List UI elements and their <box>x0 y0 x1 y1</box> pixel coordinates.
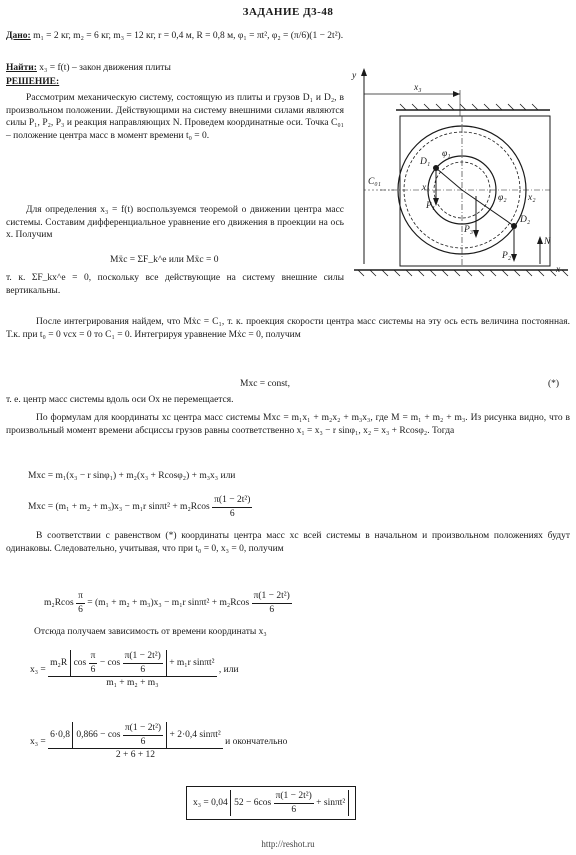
mechanism-diagram <box>350 64 572 284</box>
final-frac <box>274 790 314 816</box>
equation-5-frac1-num: π <box>76 590 85 604</box>
phi2-label: φ₂ <box>498 193 507 203</box>
equation-5-frac2-den: 6 <box>269 604 275 615</box>
final-coef: x₃ = 0,04 <box>193 798 228 809</box>
eq6-tail: + m₁r sinπt² <box>169 658 215 669</box>
eq6-pi-expr: π(1 − 2t²) <box>123 650 163 664</box>
eq7-six: 6 <box>140 736 146 747</box>
equation-4-numerator: π(1 − 2t²) <box>212 494 252 508</box>
find-line <box>6 62 171 75</box>
d1-label: D₁ <box>420 157 431 167</box>
eq6-inner-frac-2 <box>123 650 163 676</box>
final-bracket <box>230 790 349 816</box>
footer-url: http://reshot.ru <box>261 839 315 849</box>
eq6-six: 6 <box>90 664 96 675</box>
eq6-minus-cos: − cos <box>99 658 121 669</box>
equation-4-denominator: 6 <box>229 508 235 519</box>
equation-6-numerator <box>48 650 216 677</box>
equation-6-suffix: , или <box>218 664 239 675</box>
eq7-first: 0,866 − cos <box>76 730 121 741</box>
equation-6-denominator: m₁ + m₂ + m₃ <box>106 678 159 688</box>
equation-4 <box>28 494 252 520</box>
paragraph-6: По формулам для координаты xc центра масс системы Mxc = m₁x₁ + m₂x₂ + m₃x₃, где M = m₁ + m₂ + m₃. Из рисунка видно, что в произвольный момент времени абсциссы грузов равны соответственно x₁ = x₃ − r sinφ₁, x₂ = x₃ + Rcosφ₂. Тогда <box>6 413 570 436</box>
paragraph-5: т. е. центр масс системы вдоль оси Ox не перемещается. <box>6 395 234 405</box>
equation-5-frac2-num: π(1 − 2t²) <box>252 590 292 604</box>
eq6-pi: π <box>89 650 98 664</box>
eq6-cos: cos <box>73 658 87 669</box>
given-label: Дано: <box>6 31 31 41</box>
eq7-inner-frac <box>123 722 163 748</box>
find-label: Найти: <box>6 63 37 73</box>
eq6-inner-frac-1 <box>89 650 98 676</box>
final-num: π(1 − 2t²) <box>274 790 314 804</box>
equation-5-lhs: m₂Rcos <box>44 598 74 609</box>
eq7-pi-expr: π(1 − 2t²) <box>123 722 163 736</box>
equation-6 <box>30 650 239 690</box>
equation-4-fraction <box>212 494 252 520</box>
equation-5 <box>44 590 292 616</box>
find-text: x₃ = f(t) – закон движения плиты <box>39 63 171 73</box>
equation-7-suffix: и окончательно <box>225 736 288 747</box>
equation-6-fraction <box>48 650 216 690</box>
x2-label: x₂ <box>528 193 536 203</box>
equation-7 <box>30 722 287 762</box>
p2-label: P₂ <box>502 251 512 261</box>
axis-x-label: x <box>556 265 561 275</box>
eq7-tail: + 2·0,4 sinπt² <box>169 730 221 741</box>
final-answer-box <box>186 786 356 820</box>
equation-7-fraction <box>48 722 223 762</box>
eq6-bracket <box>70 650 167 676</box>
eq6-m2R: m₂R <box>50 658 68 669</box>
equation-7-denominator: 2 + 6 + 12 <box>115 750 156 760</box>
c01-label: C₀₁ <box>368 177 381 187</box>
equation-1: Mẍc = ΣF_k^e или Mẍc = 0 <box>110 255 219 265</box>
paragraph-8: Отсюда получаем зависимость от времени координаты x₃ <box>34 627 267 637</box>
equation-4-lhs: Mxc = (m₁ + m₂ + m₃)x₃ − m₁r sinπt² + m₂Rcos <box>28 502 210 513</box>
page-title: ЗАДАНИЕ Д3-48 <box>242 6 334 18</box>
final-first: 52 − 6cos <box>234 798 272 809</box>
equation-7-numerator <box>48 722 223 749</box>
equation-5-frac1-den: 6 <box>78 604 83 615</box>
equation-2-tag: (*) <box>548 379 560 389</box>
equation-5-rhs: = (m₁ + m₂ + m₃)x₃ − m₁r sinπt² + m₂Rcos <box>87 598 250 609</box>
paragraph-1: Рассмотрим механическую систему, состоящую из плиты и грузов D₁ и D₂, в произвольном положении. Действующими на систему внешними силами являются силы P₁, P₂, P₃ и реакция направляющих N. Проведем координатные оси. Точка C₀₁ – положение центра масс в момент времени t₀ = 0. <box>6 93 344 141</box>
p1-label: P₁ <box>426 201 436 211</box>
paragraph-3: т. к. ΣF_kx^e = 0, поскольку все действующие на систему внешние силы вертикальны. <box>6 273 344 296</box>
eq7-bracket <box>72 722 167 748</box>
equation-5-fraction-2 <box>252 590 292 616</box>
p3-label: P₃ <box>464 225 474 235</box>
paragraph-7: В соответствии с равенством (*) координаты центра масс xc всей системы в начальном и произвольном положениях будут одинаковы. Следовательно, учитывая, что при t₀ = 0, x₃ = 0, получим <box>6 531 570 554</box>
equation-7-prefix: x₃ = <box>30 736 46 747</box>
eq7-coef: 6·0,8 <box>50 730 70 741</box>
final-den: 6 <box>291 804 297 815</box>
solution-label: РЕШЕНИЕ: <box>6 77 60 87</box>
x1-label: x₁ <box>422 183 430 193</box>
equation-3: Mxc = m₁(x₃ − r sinφ₁) + m₂(x₃ + Rcosφ₂) + m₃x₃ или <box>28 471 236 481</box>
equation-2: Mxc = const, <box>240 379 290 389</box>
paragraph-2: Для определения x₃ = f(t) воспользуемся теоремой о движении центра масс системы. Составим дифференциальное уравнение его движения в проекции на ось x. Получим <box>6 205 344 240</box>
x3-label: x₃ <box>414 83 422 93</box>
n-label: N <box>544 237 551 247</box>
d2-label: D₂ <box>520 215 531 225</box>
equation-5-fraction-1 <box>76 590 85 616</box>
phi1-label: φ₁ <box>442 149 451 159</box>
final-tail: + sinπt² <box>316 798 346 809</box>
axis-y-label: y <box>352 71 357 81</box>
figure <box>350 64 572 284</box>
equation-6-prefix: x₃ = <box>30 664 46 675</box>
paragraph-4: После интегрирования найдем, что Mẋc = C₁, т. к. проекция скорости центра масс системы на эту ось есть величина постоянная. Т.к. при t₀ = 0 vcx = 0 то C₁ = 0. Интегрируя уравнение Mẋc = 0, получим <box>6 317 570 340</box>
given-text: m₁ = 2 кг, m₂ = 6 кг, m₃ = 12 кг, r = 0,4 м, R = 0,8 м, φ₁ = πt², φ₂ = (π/6)(1 − 2t²). <box>33 31 344 41</box>
eq6-six-2: 6 <box>140 664 146 675</box>
given-line <box>6 30 343 43</box>
